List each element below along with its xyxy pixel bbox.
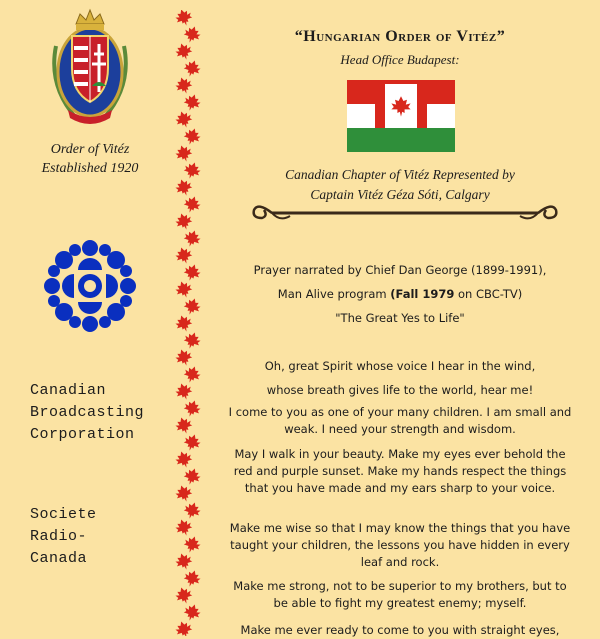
intro-line2-post: on CBC-TV) — [454, 287, 523, 301]
vitez-flag-icon — [347, 80, 455, 152]
maple-leaf-icon — [174, 551, 194, 572]
left-column — [0, 0, 175, 636]
prayer-line: Oh, great Spirit whose voice I hear in the wind, — [264, 359, 536, 373]
maple-leaf-icon — [174, 177, 194, 198]
maple-leaf-icon — [182, 466, 202, 487]
maple-leaf-icon — [182, 534, 202, 555]
maple-leaf-icon — [182, 92, 202, 113]
maple-leaf-icon — [174, 211, 194, 232]
maple-leaf-icon — [174, 585, 194, 606]
intro-line2 — [225, 286, 575, 303]
cbc-name: Canadian Broadcasting Corporation — [30, 382, 145, 443]
maple-leaf-icon — [174, 75, 194, 96]
maple-leaf-icon — [174, 347, 194, 368]
maple-leaf-icon — [182, 432, 202, 453]
maple-leaf-icon — [182, 602, 202, 623]
intro-line2-bold: (Fall 1979 — [390, 287, 455, 301]
maple-leaf-icon — [174, 449, 194, 470]
maple-leaf-icon — [174, 381, 194, 402]
cbc-gem-logo-icon — [42, 238, 138, 334]
maple-leaf-icon — [182, 330, 202, 351]
intro-line1: Prayer narrated by Chief Dan George (1899-1991), — [253, 263, 547, 277]
maple-leaf-icon — [174, 279, 194, 300]
chapter-line1: Canadian Chapter of Vitéz Represented by — [285, 167, 515, 182]
maple-leaf-icon — [182, 262, 202, 283]
prayer-paragraph: May I walk in your beauty. Make my eyes ever behold the red and purple sunset. Make my hands respect the things that you have made and my ears sharp to your voice. — [233, 447, 567, 495]
maple-leaf-icon — [174, 245, 194, 266]
maple-leaf-icon — [182, 58, 202, 79]
prayer-paragraph: Make me wise so that I may know the things that you have taught your children, the lessons you have hidden in every leaf and rock. — [229, 521, 571, 569]
maple-leaf-icon — [182, 126, 202, 147]
order-caption — [0, 140, 180, 178]
page-subtitle: Head Office Budapest: — [340, 52, 460, 67]
src-name: Societe Radio- Canada — [30, 506, 97, 567]
ornamental-scroll-divider — [250, 198, 560, 228]
prayer-paragraph: I come to you as one of your many children. I am small and weak. I need your strength and wisdom. — [228, 405, 572, 436]
prayer-paragraph: Make me ever ready to come to you with straight eyes, — [240, 623, 560, 637]
prayer-line: whose breath gives life to the world, hear me! — [266, 383, 534, 397]
maple-leaf-icon — [182, 296, 202, 317]
maple-leaf-icon — [182, 228, 202, 249]
maple-leaf-icon — [174, 415, 194, 436]
maple-leaf-icon — [174, 517, 194, 538]
maple-leaf-icon — [174, 483, 194, 504]
maple-leaf-icon — [174, 143, 194, 164]
maple-leaf-icon — [182, 398, 202, 419]
maple-leaf-icon — [182, 160, 202, 181]
prayer-paragraph: Make me strong, not to be superior to my brothers, but to be able to fight my greatest enemy; myself. — [233, 579, 567, 610]
maple-leaf-icon — [182, 364, 202, 385]
order-caption-line1: Order of Vitéz — [50, 142, 130, 157]
maple-leaf-icon — [182, 500, 202, 521]
maple-leaf-icon — [174, 109, 194, 130]
maple-leaf-icon — [174, 313, 194, 334]
intro-line2-pre: Man Alive program — [277, 287, 391, 301]
maple-leaf-icon — [182, 24, 202, 45]
maple-leaf-icon — [182, 568, 202, 589]
maple-leaf-icon — [174, 41, 194, 62]
maple-leaf-divider — [172, 10, 206, 636]
order-caption-line2: Established 1920 — [41, 161, 139, 176]
intro-line3: "The Great Yes to Life" — [335, 311, 465, 325]
maple-leaf-icon — [182, 194, 202, 215]
coat-of-arms-icon — [46, 6, 134, 130]
maple-leaf-icon — [174, 619, 194, 636]
chapter-line2: Captain Vitéz Géza Sóti, Calgary — [310, 187, 490, 202]
page-title: “Hungarian Order of Vitéz” — [294, 28, 506, 45]
maple-leaf-icon — [174, 10, 194, 28]
